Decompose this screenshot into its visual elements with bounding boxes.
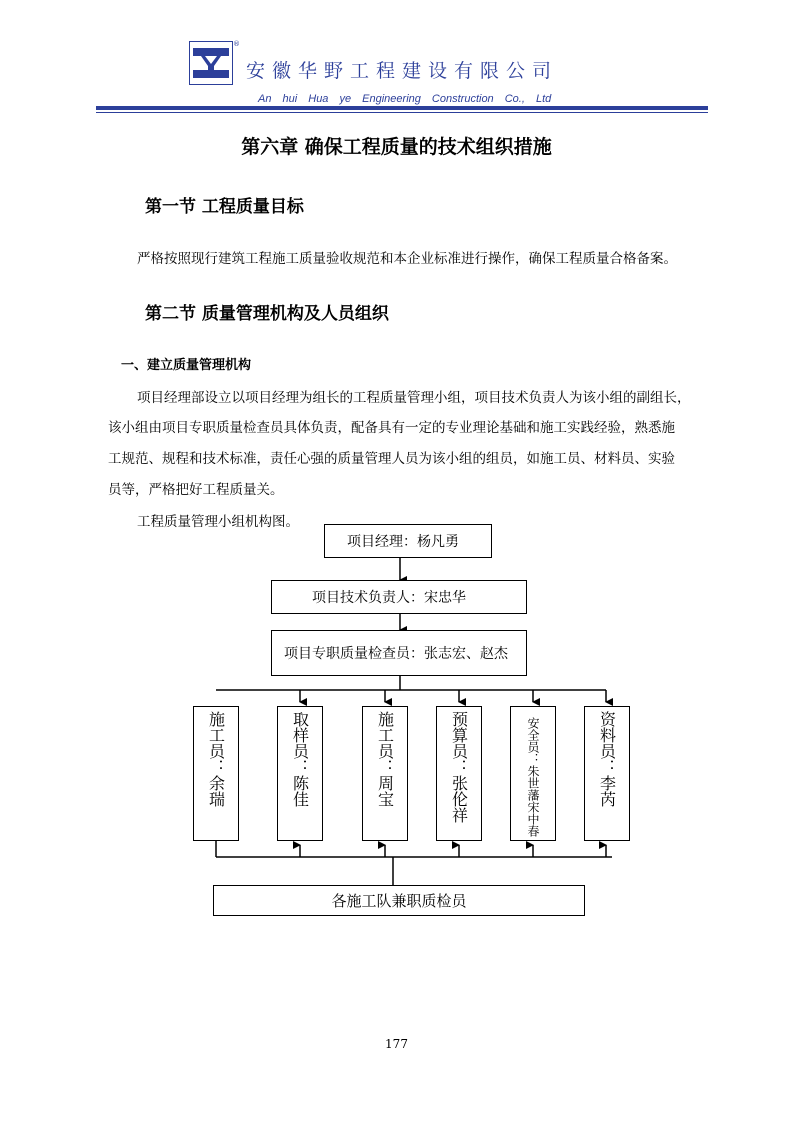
org-box-inspector: [271, 630, 527, 676]
company-name-cn: 安徽华野工程建设有限公司: [246, 60, 559, 82]
paragraph-line: 员等，严格把好工程质量关。: [108, 482, 284, 498]
org-tech-lead-label: 项目技术负责人：宋忠华: [312, 590, 466, 606]
org-member-label: 安全员：朱世藩宋中春: [526, 717, 540, 837]
org-manager-label: 项目经理：杨凡勇: [347, 534, 459, 550]
org-member-box: [362, 706, 408, 841]
subheading: 一、建立质量管理机构: [121, 358, 252, 373]
paragraph-line: 该小组由项目专职质量检查员具体负责，配备具有一定的专业理论基础和施工实践经验，熟悉施: [108, 420, 675, 436]
org-member-label: 施工员：周宝: [375, 711, 395, 807]
registered-mark: ®: [233, 40, 240, 48]
page-number: 177: [385, 1037, 408, 1051]
org-member-label: 取样员：陈佳: [290, 711, 310, 807]
org-member-box: [510, 706, 556, 841]
org-bottom-label: 各施工队兼职质检员: [331, 892, 467, 910]
chart-caption: 工程质量管理小组机构图。: [137, 514, 299, 530]
section1-text: 严格按照现行建筑工程施工质量验收规范和本企业标准进行操作，确保工程质量合格备案。: [137, 251, 677, 267]
section1-title: 第一节 工程质量目标: [145, 197, 304, 217]
org-member-label: 资料员：李芮: [597, 711, 617, 807]
org-inspector-label: 项目专职质量检查员：张志宏、赵杰: [284, 646, 508, 662]
org-box-manager: [324, 524, 492, 558]
paragraph-line: 项目经理部设立以项目经理为组长的工程质量管理小组，项目技术负责人为该小组的副组长，: [137, 390, 691, 406]
company-name-en: An hui Hua ye Engineering Construction Co., Ltd: [258, 93, 552, 105]
org-member-label: 预算员：张伦祥: [449, 711, 469, 823]
org-member-box: [436, 706, 482, 841]
org-member-box: [277, 706, 323, 841]
org-box-bottom: [213, 885, 585, 916]
section2-title: 第二节 质量管理机构及人员组织: [145, 304, 389, 324]
org-member-box: [584, 706, 630, 841]
paragraph-line: 工规范、规程和技术标准，责任心强的质量管理人员为该小组的组员，如施工员、材料员、实验: [108, 451, 675, 467]
org-member-label: 施工员：余瑞: [206, 711, 226, 807]
chapter-title: 第六章 确保工程质量的技术组织措施: [241, 136, 552, 158]
org-box-tech-lead: [271, 580, 527, 614]
org-member-box: [193, 706, 239, 841]
